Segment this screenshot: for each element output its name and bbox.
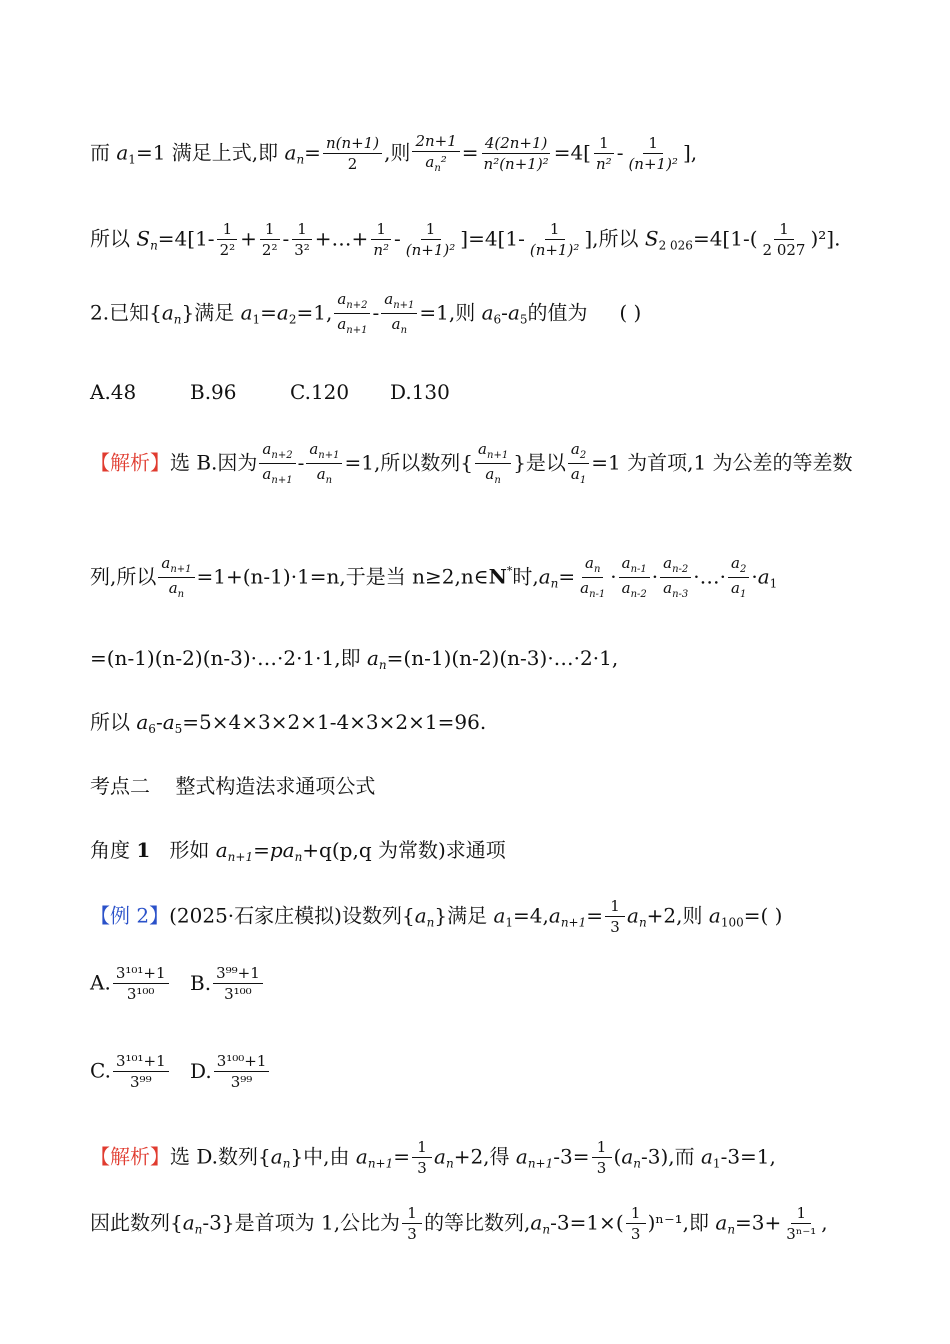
fraction: $\frac{a_2}{a_1}$: [728, 556, 749, 600]
option-c: C. $\frac{\text{3¹⁰¹+1}}{\text{3⁹⁹}}$: [90, 1054, 190, 1090]
example-2-options-row-1: [90, 966, 265, 1002]
fraction: $\frac{a_{n-1}}{a_{n-2}}$: [619, 556, 650, 600]
fraction: $\frac{a_{n+1}}{a_n}$: [158, 556, 194, 600]
section-heading: 考点二 整式构造法求通项公式: [90, 774, 376, 798]
fraction: $\frac{1}{2 027}$: [762, 220, 806, 259]
option-b: B. $\frac{\text{3⁹⁹+1}}{\text{3¹⁰⁰}}$: [190, 971, 265, 995]
fraction: $\frac{a_{n+1}}{a_n}$: [381, 292, 417, 336]
fraction: $\frac{a_{n+1}}{a_n}$: [306, 442, 342, 486]
option-b: B.96: [190, 380, 237, 404]
analysis-tag: 【解析】: [90, 450, 170, 475]
fraction: $\frac{1}{\text{n²}}$: [370, 222, 392, 258]
derivation-line-1: 而 $a_1=1$ 满足上式,即 $a_n=$ $\frac{n(n+1)}{2}$ ,则 $\frac{2n+1}{a_n^2}$ = $\frac{4(2n+1)}{\text{n²(n+1)²}}$ =4[ $\frac{1}{\text{n²}}$ - $\frac{1}{\text{(n+1)²}}$ ],: [90, 132, 698, 174]
fraction: $\frac{1}{\text{(n+1)²}}$: [529, 220, 580, 259]
fraction: $\frac{4(2n+1)}{\text{n²(n+1)²}}$: [483, 134, 549, 173]
question-2-options: [90, 378, 450, 406]
option-c: C.120: [290, 380, 350, 404]
solution-3-line-2: 因此数列$\{a_n-3\}$是首项为 1,公比为 $\frac{1}{3}$ 的等比数列$,a_n-3=1\times$( $\frac{1}{3}$ )ⁿ⁻¹,即 $a_n=3+$ $\frac{1}{\text{3ⁿ⁻¹}}$ ,: [90, 1204, 828, 1243]
solution-2-line-3: =(n-1)(n-2)(n-3)·…·2·1·1,即 $a_n=(n-1)(n-2)(n-3)\cdot\dots\cdot 2\cdot 1$,: [90, 646, 619, 672]
fraction: $\frac{a_n}{a_{n-1}}$: [580, 554, 606, 600]
solution-2-line-2: 列,所以 $\frac{a_{n+1}}{a_n}$ =1+(n-1)·1=n,于是当 n≥2,n∈N*时$,a_n=$ $\frac{a_n}{a_{n-1}}$ · $\frac{a_{n-1}}{a_{n-2}}$ · $\frac{a_{n-2}}{a_{n-3}}$ ·…· $\frac{a_2}{a_1}$ $\cdot a_1$: [90, 554, 778, 600]
solution-3-line-1: 【解析】选 D.数列$\{a_n\}$中,由 $a_{n+1}=$ $\frac{1}{3}$ $a_n+2$,得 $a_{n+1}-3=$ $\frac{1}{3}$ $(a_n-3)$,而 $a_1-3=1$,: [90, 1138, 776, 1177]
option-d: D. $\frac{\text{3¹⁰⁰+1}}{\text{3⁹⁹}}$: [190, 1059, 271, 1083]
example-label: 【例 2】: [90, 903, 170, 928]
fraction: $\frac{1}{\text{3²}}$: [291, 222, 313, 258]
fraction: $\frac{1}{3}$: [605, 899, 625, 935]
fraction: $\frac{a_{n-2}}{a_{n-3}}$: [660, 556, 691, 600]
fraction: $\frac{1}{\text{(n+1)²}}$: [405, 220, 456, 259]
fraction: $\frac{a_{n+2}}{a_{n+1}}$: [259, 442, 295, 486]
solution-2-line-4: 所以 $a_6-a_5=5\times 4\times 3\times 2\times 1-4\times 3\times 2\times 1=96$.: [90, 710, 487, 736]
option-a: A.48: [90, 380, 137, 404]
solution-2-line-1: 【解析】选 B.因为 $\frac{a_{n+2}}{a_{n+1}}$ - $\frac{a_{n+1}}{a_n}$ =1,所以数列{ $\frac{a_{n+1}}{a_n}$ }是以 $\frac{a_2}{a_1}$ =1 为首项,1 为公差的等差数: [90, 440, 853, 486]
fraction: $\frac{a_{n+1}}{a_n}$: [475, 442, 511, 486]
option-a: A. $\frac{\text{3¹⁰¹+1}}{\text{3¹⁰⁰}}$: [90, 966, 190, 1002]
fraction: $\frac{1}{\text{(n+1)²}}$: [628, 134, 678, 173]
fraction: $\frac{1}{\text{n²}}$: [593, 136, 615, 172]
analysis-tag: 【解析】: [90, 1144, 170, 1169]
option-d: D.130: [390, 380, 450, 404]
example-2: 【例 2】(2025·石家庄模拟)设数列$\{a_n\}$满足 $a_1=4,a_{n+1}=$ $\frac{1}{3}$ $a_n+2$,则 $a_{100}=$( ): [90, 897, 783, 936]
answer-blank: ( ): [619, 300, 642, 325]
fraction: $\frac{a_{n+2}}{a_{n+1}}$: [334, 292, 370, 336]
fraction: $\frac{n(n+1)}{2}$: [323, 136, 382, 172]
question-2: 2.已知$\{a_n\}$满足 $a_1=a_2=1$, $\frac{a_{n+2}}{a_{n+1}}$ - $\frac{a_{n+1}}{a_n}$ =1,则 $a_6-a_5$的值为 ( ): [90, 290, 642, 336]
fraction: $\frac{1}{\text{2²}}$: [259, 222, 281, 258]
fraction: $\frac{a_2}{a_1}$: [568, 442, 589, 486]
example-2-options-row-2: [90, 1054, 271, 1090]
derivation-line-2: 所以 $S_n=4[1-$ $\frac{1}{\text{2²}}$ + $\frac{1}{\text{2²}}$ - $\frac{1}{\text{3²}}$ +…+ $\frac{1}{\text{n²}}$ - $\frac{1}{\text{(n+1)²}}$ ]=4[1- $\frac{1}{\text{(n+1)²}}$ ],所以 $S_{2 026}=4[1-$( $\frac{1}{2 027}$ )²].: [90, 220, 841, 259]
angle-heading: 角度 1 形如 $a_{n+1}=pa_n+q(p,q$ 为常数)求通项: [90, 838, 506, 864]
fraction: $\frac{1}{\text{2²}}$: [217, 222, 239, 258]
fraction: $\frac{2n+1}{a_n^2}$: [412, 134, 459, 174]
